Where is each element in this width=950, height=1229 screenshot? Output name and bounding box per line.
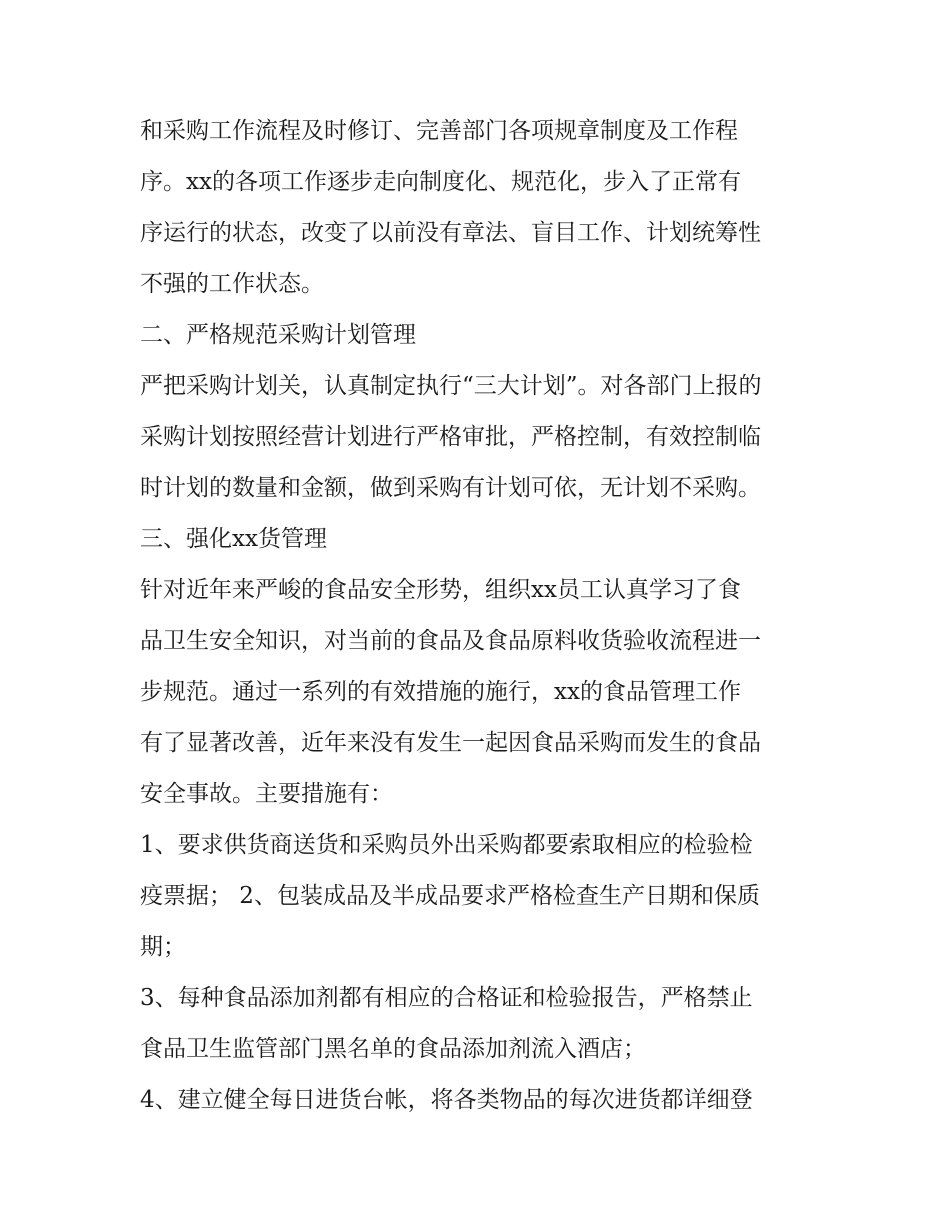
body-line: 步规范。通过一系列的有效措施的施行，xx的食品管理工作 — [140, 679, 741, 705]
list-item-line: 4、建立健全每日进货台帐，将各类物品的每次进货都详细登 — [140, 1087, 753, 1113]
list-item-line: 3、每种食品添加剂都有相应的合格证和检验报告，严格禁止 — [140, 985, 753, 1011]
body-line: 采购计划按照经营计划进行严格审批，严格控制，有效控制临 — [140, 424, 761, 450]
body-line: 时计划的数量和金额，做到采购有计划可依，无计划不采购。 — [140, 475, 761, 501]
section-heading: 三、强化xx货管理 — [140, 526, 327, 552]
document-body — [140, 108, 812, 1128]
body-line: 序。xx的各项工作逐步走向制度化、规范化，步入了正常有 — [140, 169, 741, 195]
body-line: 有了显著改善，近年来没有发生一起因食品采购而发生的食品 — [140, 730, 761, 756]
list-item-line: 食品卫生监管部门黑名单的食品添加剂流入酒店； — [140, 1036, 646, 1062]
body-line: 不强的工作状态。 — [140, 271, 324, 297]
body-line: 序运行的状态，改变了以前没有章法、盲目工作、计划统筹性 — [140, 220, 761, 246]
body-line: 安全事故。主要措施有： — [140, 781, 393, 807]
body-line: 和采购工作流程及时修订、完善部门各项规章制度及工作程 — [140, 118, 738, 144]
list-item-line: 疫票据； 2、包装成品及半成品要求严格检查生产日期和保质 — [140, 883, 760, 909]
body-line: 严把采购计划关，认真制定执行“三大计划”。对各部门上报的 — [140, 373, 762, 399]
list-item-line: 期； — [140, 934, 186, 960]
list-item-line: 1、要求供货商送货和采购员外出采购都要索取相应的检验检 — [140, 832, 753, 858]
body-line: 品卫生安全知识，对当前的食品及食品原料收货验收流程进一 — [140, 628, 761, 654]
body-line: 针对近年来严峻的食品安全形势，组织xx员工认真学习了食 — [140, 577, 741, 603]
section-heading: 二、严格规范采购计划管理 — [140, 322, 416, 348]
